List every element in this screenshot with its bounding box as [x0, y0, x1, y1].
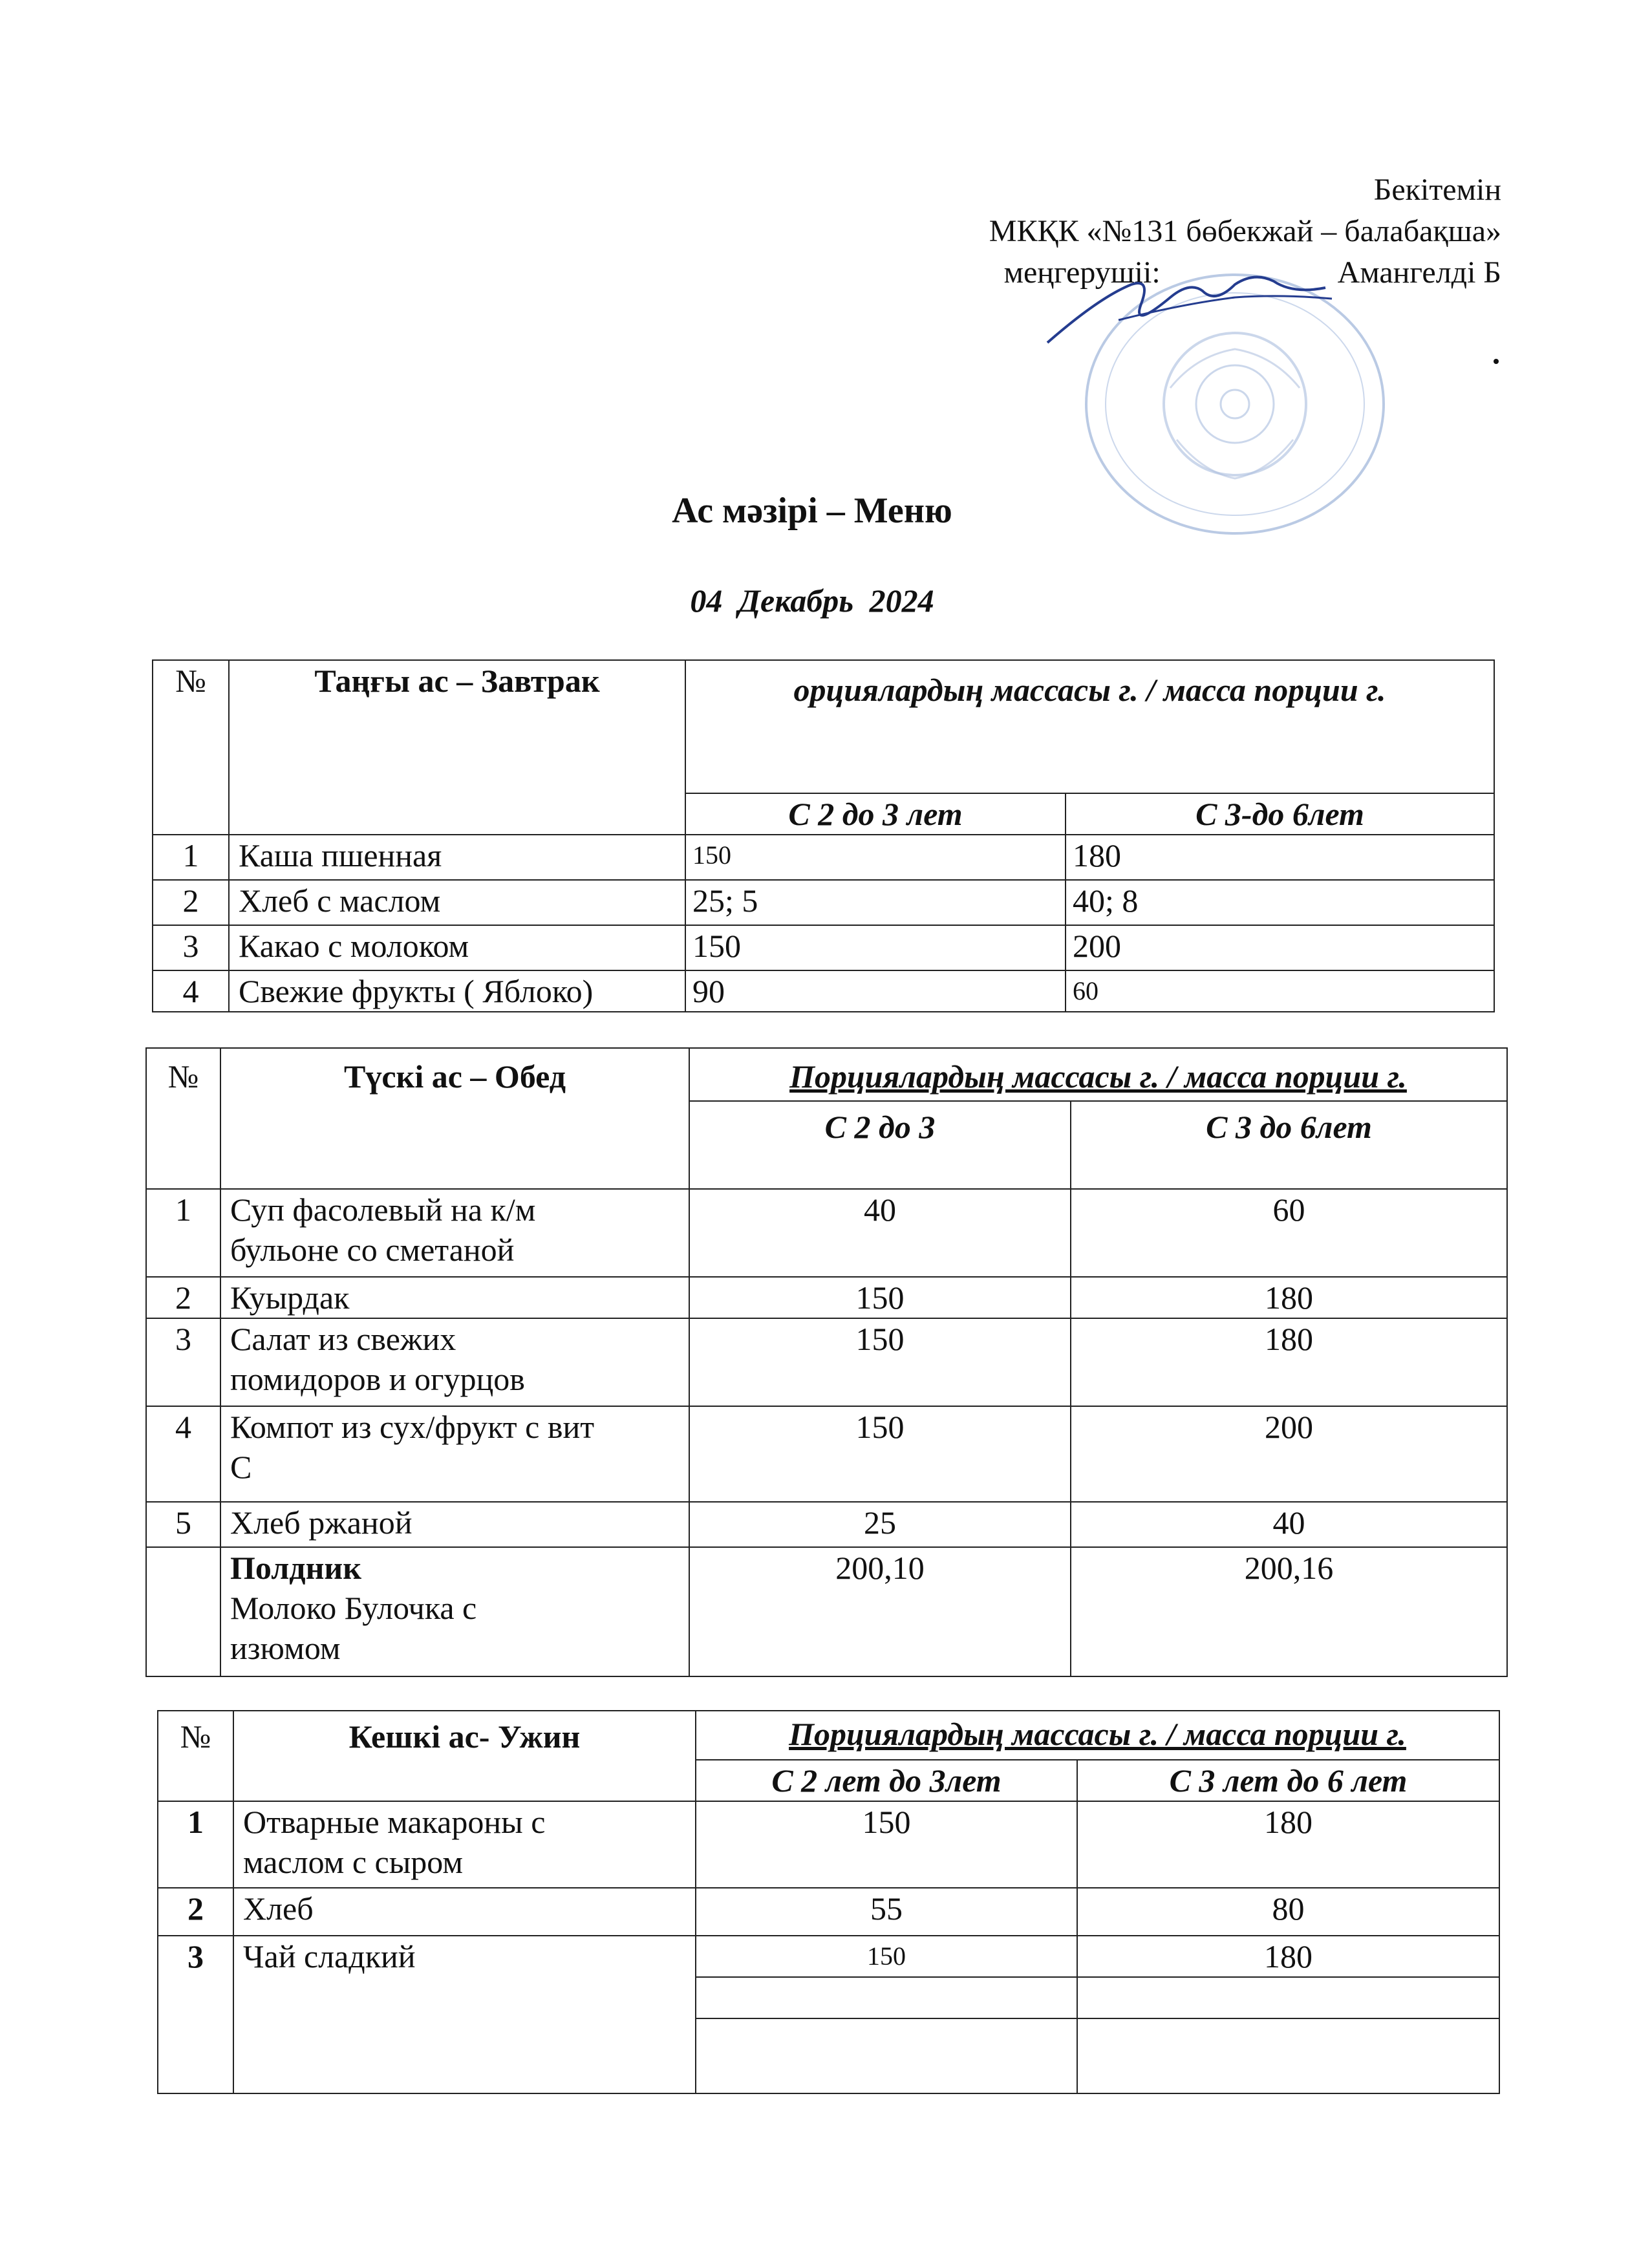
dinner-header-age-3-6: С 3 лет до 6 лет — [1077, 1760, 1499, 1801]
lunch-header-age-3-6: С 3 до 6лет — [1071, 1101, 1507, 1189]
breakfast-header-number: № — [153, 660, 229, 835]
table-row — [153, 880, 1494, 925]
row-number: 2 — [153, 880, 229, 925]
portion-age-2-3: 150 — [696, 1936, 1077, 1977]
portion-age-3-6: 200 — [1071, 1406, 1507, 1502]
table-row — [153, 835, 1494, 880]
snack-portion-age-2-3: 200,10 — [689, 1547, 1071, 1676]
table-row — [146, 1406, 1507, 1502]
row-number: 1 — [158, 1801, 233, 1888]
empty-cell — [1077, 1977, 1499, 2018]
breakfast-table — [152, 659, 1495, 1012]
row-number: 1 — [146, 1189, 220, 1277]
dish-name: Какао с молоком — [229, 925, 685, 970]
portion-age-2-3: 40 — [689, 1189, 1071, 1277]
portion-age-3-6: 180 — [1077, 1936, 1499, 1977]
dinner-table — [157, 1710, 1500, 2094]
dish-name-line: Отварные макароны с — [243, 1804, 546, 1840]
dish-name: Куырдак — [220, 1277, 689, 1318]
table-row — [146, 1502, 1507, 1547]
empty-cell — [1077, 2018, 1499, 2093]
row-number: 2 — [158, 1888, 233, 1936]
signature-icon — [1022, 259, 1345, 349]
portion-age-3-6: 180 — [1077, 1801, 1499, 1888]
lunch-header-age-2-3: С 2 до 3 — [689, 1101, 1071, 1189]
approval-manager-name: Амангелді Б — [1337, 255, 1501, 290]
lunch-header-number: № — [146, 1048, 220, 1189]
row-number: 2 — [146, 1277, 220, 1318]
row-number: 3 — [146, 1318, 220, 1406]
table-row — [158, 1936, 1499, 1977]
dinner-header-mass: Порциялардың массасы г. / масса порции г. — [696, 1711, 1499, 1760]
table-row — [146, 1277, 1507, 1318]
dish-name — [220, 1318, 689, 1406]
snack-items — [220, 1547, 689, 1676]
portion-age-2-3: 150 — [696, 1801, 1077, 1888]
lunch-table — [145, 1047, 1508, 1677]
portion-age-2-3: 150 — [685, 925, 1066, 970]
snack-line: изюмом — [230, 1630, 341, 1666]
approval-title: Бекітемін — [1373, 173, 1501, 207]
portion-age-3-6: 60 — [1071, 1189, 1507, 1277]
dish-name: Чай сладкий — [233, 1936, 696, 2093]
row-number: 5 — [146, 1502, 220, 1547]
snack-portion-age-3-6: 200,16 — [1071, 1547, 1507, 1676]
approval-organization: МКҚК «№131 бөбекжай – балабақша» — [989, 214, 1501, 248]
table-row — [158, 1801, 1499, 1888]
lunch-header-meal: Түскі ас – Обед — [220, 1048, 689, 1189]
dinner-header-number: № — [158, 1711, 233, 1801]
breakfast-header-mass: орциялардың массасы г. / масса порции г. — [685, 660, 1494, 793]
portion-age-3-6: 40 — [1071, 1502, 1507, 1547]
row-number: 3 — [153, 925, 229, 970]
dish-name-line: бульоне со сметаной — [230, 1232, 515, 1268]
row-number: 3 — [158, 1936, 233, 2093]
row-number: 1 — [153, 835, 229, 880]
empty-cell — [696, 2018, 1077, 2093]
dish-name — [220, 1406, 689, 1502]
portion-age-2-3: 25 — [689, 1502, 1071, 1547]
dish-name — [233, 1801, 696, 1888]
snack-title: Полдник — [230, 1550, 362, 1586]
table-row — [146, 1318, 1507, 1406]
dish-name-line: Салат из свежих — [230, 1321, 456, 1357]
table-row — [146, 1189, 1507, 1277]
table-row — [158, 1888, 1499, 1936]
portion-age-3-6: 200 — [1066, 925, 1494, 970]
lunch-header-mass: Порциялардың массасы г. / масса порции г. — [689, 1048, 1507, 1101]
portion-age-2-3: 25; 5 — [685, 880, 1066, 925]
dish-name-line: Компот из сух/фрукт с вит — [230, 1409, 595, 1445]
portion-age-2-3: 150 — [689, 1318, 1071, 1406]
portion-age-3-6: 40; 8 — [1066, 880, 1494, 925]
portion-age-2-3: 90 — [685, 970, 1066, 1012]
portion-age-2-3: 150 — [685, 835, 1066, 880]
page-title: Ас мәзірі – Меню — [672, 491, 952, 531]
breakfast-header-age-3-6: С 3-до 6лет — [1066, 793, 1494, 835]
portion-age-3-6: 180 — [1071, 1277, 1507, 1318]
dish-name — [220, 1189, 689, 1277]
dish-name-line: С — [230, 1449, 252, 1485]
dot-mark — [1494, 359, 1499, 364]
menu-date: 04 Декабрь 2024 — [690, 583, 934, 619]
dish-name: Хлеб — [233, 1888, 696, 1936]
dish-name: Хлеб с маслом — [229, 880, 685, 925]
dish-name: Хлеб ржаной — [220, 1502, 689, 1547]
empty-cell — [696, 1977, 1077, 2018]
table-row — [153, 925, 1494, 970]
portion-age-3-6: 80 — [1077, 1888, 1499, 1936]
portion-age-2-3: 150 — [689, 1277, 1071, 1318]
portion-age-2-3: 55 — [696, 1888, 1077, 1936]
portion-age-2-3: 150 — [689, 1406, 1071, 1502]
row-number: 4 — [153, 970, 229, 1012]
snack-row — [146, 1547, 1507, 1676]
approval-manager-label: меңгерушіі: — [1003, 255, 1161, 290]
table-row — [153, 970, 1494, 1012]
breakfast-header-age-2-3: С 2 до 3 лет — [685, 793, 1066, 835]
dish-name-line: маслом с сыром — [243, 1844, 463, 1880]
dish-name: Свежие фрукты ( Яблоко) — [229, 970, 685, 1012]
portion-age-3-6: 60 — [1066, 970, 1494, 1012]
dish-name-line: помидоров и огурцов — [230, 1361, 525, 1397]
portion-age-3-6: 180 — [1071, 1318, 1507, 1406]
portion-age-3-6: 180 — [1066, 835, 1494, 880]
snack-number — [146, 1547, 220, 1676]
dinner-header-meal: Кешкі ас- Ужин — [233, 1711, 696, 1801]
dish-name-line: Суп фасолевый на к/м — [230, 1192, 536, 1228]
dinner-header-age-2-3: С 2 лет до 3лет — [696, 1760, 1077, 1801]
breakfast-header-meal: Таңғы ас – Завтрак — [229, 660, 685, 835]
row-number: 4 — [146, 1406, 220, 1502]
dish-name: Каша пшенная — [229, 835, 685, 880]
snack-line: Молоко Булочка с — [230, 1590, 477, 1626]
